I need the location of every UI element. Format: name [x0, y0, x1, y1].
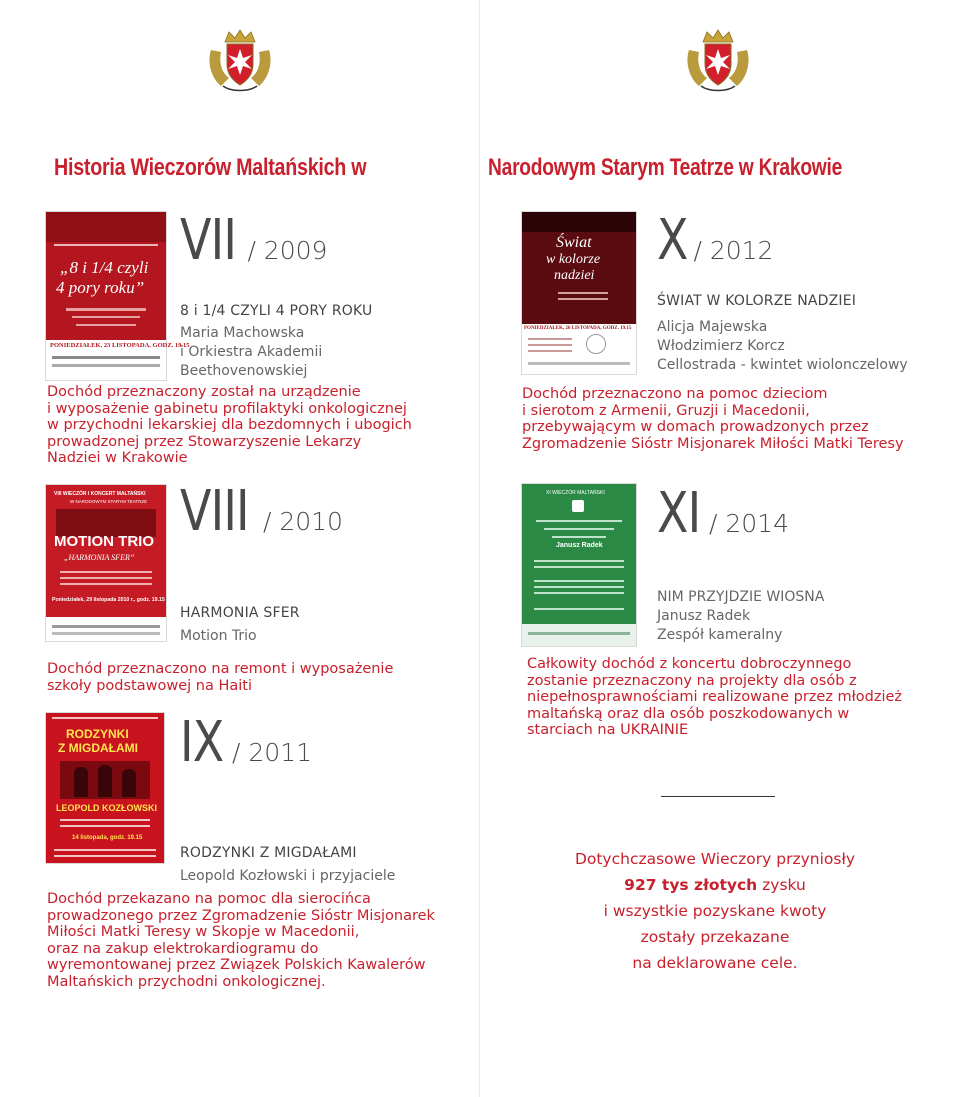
performer-line: Janusz Radek — [657, 608, 751, 624]
description-line: wyremontowanej przez Związek Polskich Kawalerów — [47, 957, 426, 973]
summary-line: na deklarowane cele. — [632, 954, 798, 972]
event-title: NIM PRZYJDZIE WIOSNA — [657, 589, 825, 605]
edition-heading-viii: VIII / 2010 — [180, 479, 343, 544]
performers — [180, 627, 257, 646]
description-line: przebywającym w domach prowadzonych przez — [522, 419, 869, 435]
edition-heading-xi: XI / 2014 — [657, 481, 789, 546]
event-description — [47, 891, 435, 990]
poster-footer: PONIEDZIAŁEK, 23 LISTOPADA, GODZ. 19.15 — [50, 342, 190, 349]
poster-top-text: W NARODOWYM STARYM TEATRZE — [70, 499, 148, 504]
description-line: starciach na UKRAINIE — [527, 722, 689, 738]
performers — [180, 324, 322, 381]
poster-top-text: VIII WIECZÓR I KONCERT MALTAŃSKI — [54, 491, 146, 497]
order-of-malta-crest-icon — [683, 28, 753, 94]
description-line: i sierotom z Armenii, Gruzji i Macedonii, — [522, 402, 810, 419]
poster-headline: nadziei — [554, 268, 595, 283]
poster-x-2012 — [522, 212, 636, 374]
description-line: zostanie przeznaczony na projekty dla osób z — [527, 672, 857, 689]
description-line: Maltańskich przychodni onkologicznej. — [47, 973, 326, 990]
poster-headline: 4 pory roku” — [56, 278, 145, 297]
description-line: niepełnosprawnościami realizowane przez młodzież — [527, 689, 903, 705]
description-line: prowadzonego przez Zgromadzenie Sióstr Misjonarek — [47, 907, 435, 924]
performer-line: Cellostrada - kwintet wiolonczelowy — [657, 357, 908, 373]
performer-line: Alicja Majewska — [657, 319, 768, 335]
description-line: oraz na zakup elektrokardiogramu do — [47, 940, 319, 957]
performer-line: Zespół kameralny — [657, 627, 783, 643]
event-description — [522, 386, 904, 452]
performers — [657, 318, 908, 375]
poster-top-text: XI WIECZÓR MALTAŃSKI — [546, 490, 605, 496]
performer-line: Maria Machowska — [180, 325, 305, 341]
event-description — [47, 661, 393, 694]
description-line: Dochód przeznaczono na remont i wyposażenie — [47, 661, 394, 677]
description-line: Nadziei w Krakowie — [47, 450, 188, 466]
poster-xi-2014 — [522, 484, 636, 646]
page-fold — [479, 0, 480, 1097]
poster-footer: PONIEDZIAŁEK, 26 LISTOPADA, GODZ. 19.15 — [524, 326, 632, 331]
event-title: ŚWIAT W KOLORZE NADZIEI — [657, 293, 857, 309]
section-divider — [661, 796, 775, 797]
description-line: w przychodni lekarskiej dla bezdomnych i ubogich — [47, 417, 412, 433]
description-line: Dochód przekazano na pomoc dla sierocińca — [47, 891, 371, 907]
order-of-malta-crest-icon — [205, 28, 275, 94]
poster-viii-2010 — [46, 485, 166, 641]
edition-heading-ix: IX / 2011 — [180, 710, 312, 775]
description-line: prowadzonej przez Stowarzyszenie Lekarzy — [47, 433, 362, 450]
poster-headline: Świat — [556, 234, 592, 251]
description-line: Dochód przeznaczony został na urządzenie — [47, 384, 361, 400]
performer-line: Włodzimierz Korcz — [657, 338, 785, 354]
poster-footer: Poniedziałek, 29 listopada 2010 r., godz. 19.15 — [52, 597, 165, 603]
event-title: 8 i 1/4 CZYLI 4 PORY ROKU — [180, 303, 373, 319]
summary-amount: 927 tys złotych — [624, 876, 758, 894]
summary-text: zysku — [757, 876, 806, 894]
event-title: RODZYNKI Z MIGDAŁAMI — [180, 845, 357, 861]
page-title-left: Historia Wieczorów Maltańskich w — [54, 154, 367, 181]
event-title: HARMONIA SFER — [180, 605, 300, 621]
performer-line: Motion Trio — [180, 628, 257, 644]
summary-line — [540, 872, 890, 898]
performer-line: Leopold Kozłowski i przyjaciele — [180, 868, 396, 884]
poster-headline: w kolorze — [546, 252, 601, 267]
edition-heading-x: X / 2012 — [657, 208, 774, 273]
description-line: Zgromadzenie Sióstr Misjonarek Miłości Matki Teresy — [522, 435, 904, 452]
poster-headline: RODZYNKI — [66, 727, 129, 741]
description-line: i wyposażenie gabinetu profilaktyki onkologicznej — [47, 400, 407, 417]
performer-line: Beethovenowskiej — [180, 363, 308, 379]
summary-line: i wszystkie pozyskane kwoty — [603, 902, 827, 920]
poster-name: Janusz Radek — [556, 542, 603, 549]
poster-vii-2009 — [46, 212, 190, 380]
description-line: Dochód przeznaczono na pomoc dzieciom — [522, 386, 828, 402]
edition-heading-vii: VII / 2009 — [180, 208, 328, 273]
poster-date: 14 listopada, godz. 19.15 — [72, 835, 143, 841]
description-line: Miłości Matki Teresy w Skopje w Macedonii, — [47, 924, 360, 940]
description-line: Całkowity dochód z koncertu dobroczynnego — [527, 656, 852, 672]
performer-line: i Orkiestra Akademii — [180, 344, 323, 360]
event-description — [527, 656, 902, 739]
description-line: szkoły podstawowej na Haiti — [47, 677, 252, 694]
summary-block — [540, 846, 890, 976]
poster-headline: Z MIGDAŁAMI — [58, 741, 138, 755]
poster-ix-2011 — [46, 713, 164, 863]
summary-line: zostały przekazane — [640, 928, 790, 946]
performers — [657, 588, 824, 645]
event-description — [47, 384, 412, 467]
performers — [180, 867, 395, 886]
summary-line: Dotychczasowe Wieczory przyniosły — [574, 850, 856, 868]
poster-name: LEOPOLD KOZŁOWSKI — [56, 803, 157, 813]
page-title-right: Narodowym Starym Teatrze w Krakowie — [488, 154, 843, 181]
poster-headline: „8 i 1/4 czyli — [60, 258, 149, 277]
poster-subline: „HARMONIA SFER” — [64, 553, 135, 562]
poster-headline: MOTION TRIO — [54, 533, 154, 550]
description-line: maltańską oraz dla osób poszkodowanych w — [527, 705, 850, 722]
